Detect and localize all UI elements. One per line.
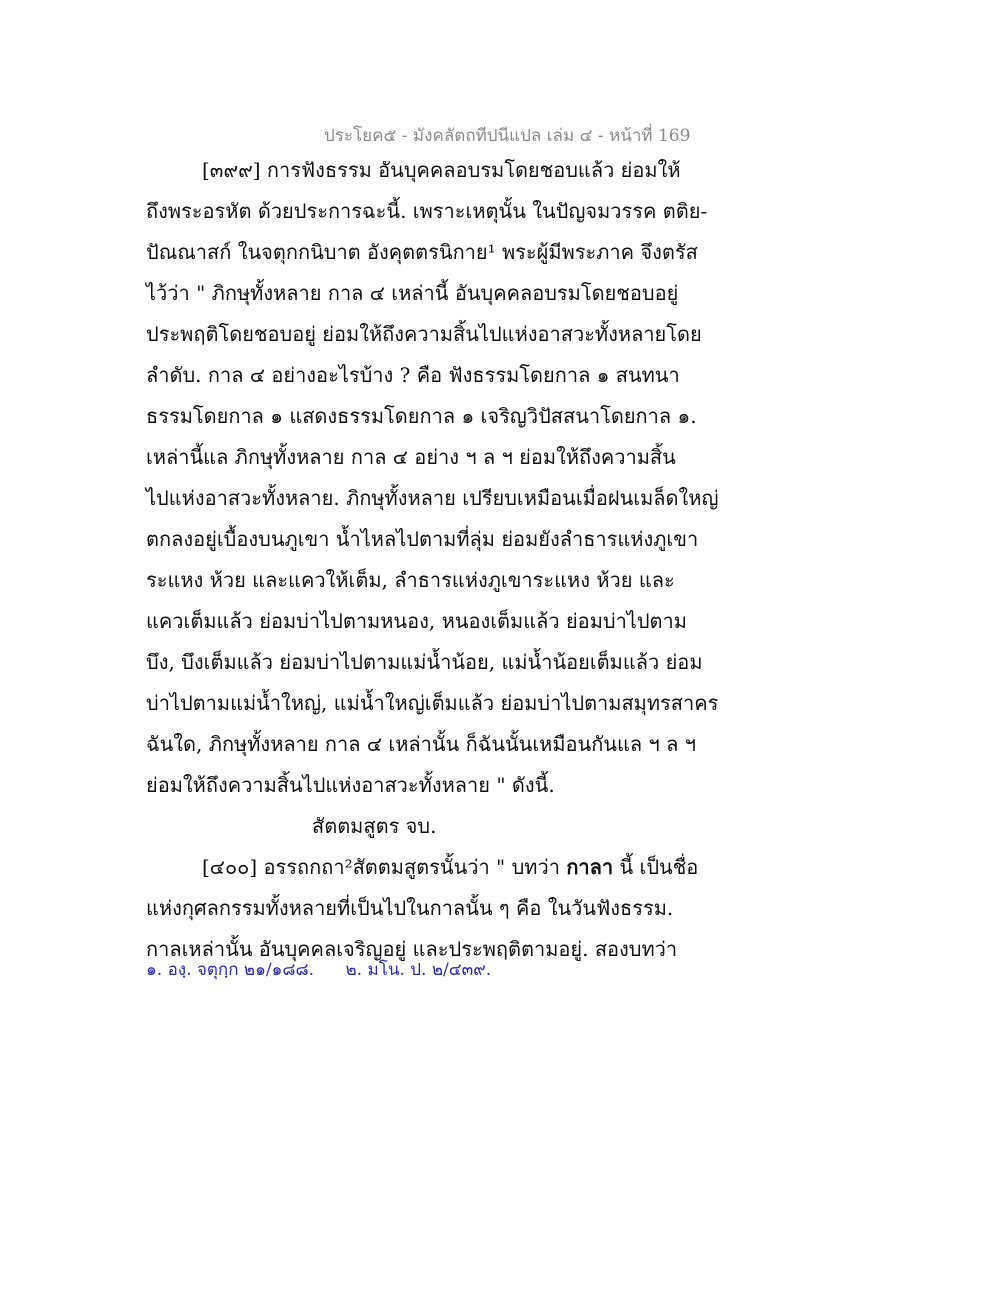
text-line: ไว้ว่า " ภิกษุทั้งหลาย กาล ๔ เหล่านี้ อันบุคคลอบรมโดยชอบอยู่: [146, 281, 679, 305]
text-line: ย่อมให้ถึงความสิ้นไปแห่งอาสวะทั้งหลาย " ดังนี้.: [146, 773, 555, 797]
para2-first-line: [146, 847, 706, 888]
footnote: ๒. มโน. ป. ๒/๔๓๙.: [345, 960, 492, 980]
text-line: ไปแห่งอาสวะทั้งหลาย. ภิกษุทั้งหลาย เปรียบเหมือนเมื่อฝนเมล็ดใหญ่: [146, 486, 719, 510]
text-line: แห่งกุศลกรรมทั้งหลายที่เป็นไปในกาลนั้น ๆ คือ ในวันฟังธรรม.: [146, 896, 674, 920]
text-line: ธรรมโดยกาล ๑ แสดงธรรมโดยกาล ๑ เจริญวิปัสสนาโดยกาล ๑.: [146, 404, 697, 428]
sutta-end-line: สัตตมสูตร จบ.: [312, 814, 437, 838]
text-line: ลำดับ. กาล ๔ อย่างอะไรบ้าง ? คือ ฟังธรรมโดยกาล ๑ สนทนา: [146, 363, 680, 387]
para2-text: นี้ เป็นชื่อ: [613, 855, 699, 879]
para2-text: [๔๐๐] อรรถกถา²สัตตมสูตรนั้นว่า " บทว่า: [202, 855, 567, 879]
text-line: ระแหง ห้วย และแควให้เต็ม, ลำธารแห่งภูเขาระแหง ห้วย และ: [146, 568, 675, 592]
text-line: บึง, บึงเต็มแล้ว ย่อมบ่าไปตามแม่น้ำน้อย, แม่น้ำน้อยเต็มแล้ว ย่อม: [146, 650, 703, 674]
text-line: ถึงพระอรหัต ด้วยประการฉะนี้. เพราะเหตุนั้น ในปัญจมวรรค ตติย-: [146, 199, 708, 223]
body-text: [146, 150, 719, 970]
text-line: [๓๙๙] การฟังธรรม อันบุคคลอบรมโดยชอบแล้ว ย่อมให้: [202, 158, 681, 182]
footnotes: [146, 956, 517, 983]
text-line: แควเต็มแล้ว ย่อมบ่าไปตามหนอง, หนองเต็มแล้ว ย่อมบ่าไปตาม: [146, 609, 687, 633]
text-line: ประพฤติโดยชอบอยู่ ย่อมให้ถึงความสิ้นไปแห่งอาสวะทั้งหลายโดย: [146, 322, 702, 346]
text-line: บ่าไปตามแม่น้ำใหญ่, แม่น้ำใหญ่เต็มแล้ว ย่อมบ่าไปตามสมุทรสาคร: [146, 691, 719, 715]
footnote: ๑. องฺ. จตุกฺก ๒๑/๑๘๘.: [146, 960, 315, 980]
bold-term: กาลา: [566, 855, 614, 879]
text-line: เหล่านี้แล ภิกษุทั้งหลาย กาล ๔ อย่าง ฯ ล ฯ ย่อมให้ถึงความสิ้น: [146, 445, 676, 469]
text-line: ฉันใด, ภิกษุทั้งหลาย กาล ๔ เหล่านั้น ก็ฉันนั้นเหมือนกันแล ฯ ล ฯ: [146, 732, 696, 756]
page-header: ประโยค๕ - มังคลัตถทีปนีแปล เล่ม ๔ - หน้าที่ 169: [324, 126, 691, 146]
text-line: กาลเหล่านั้น อันบุคคลเจริญอยู่ และประพฤติตามอยู่. สองบทว่า: [146, 937, 678, 961]
text-line: ตกลงอยู่เบื้องบนภูเขา น้ำไหลไปตามที่ลุ่ม ย่อมยังลำธารแห่งภูเขา: [146, 527, 699, 551]
text-line: ปัณณาสก์ ในจตุกกนิบาต อังคุตตรนิกาย¹ พระผู้มีพระภาค จึงตรัส: [146, 240, 698, 264]
